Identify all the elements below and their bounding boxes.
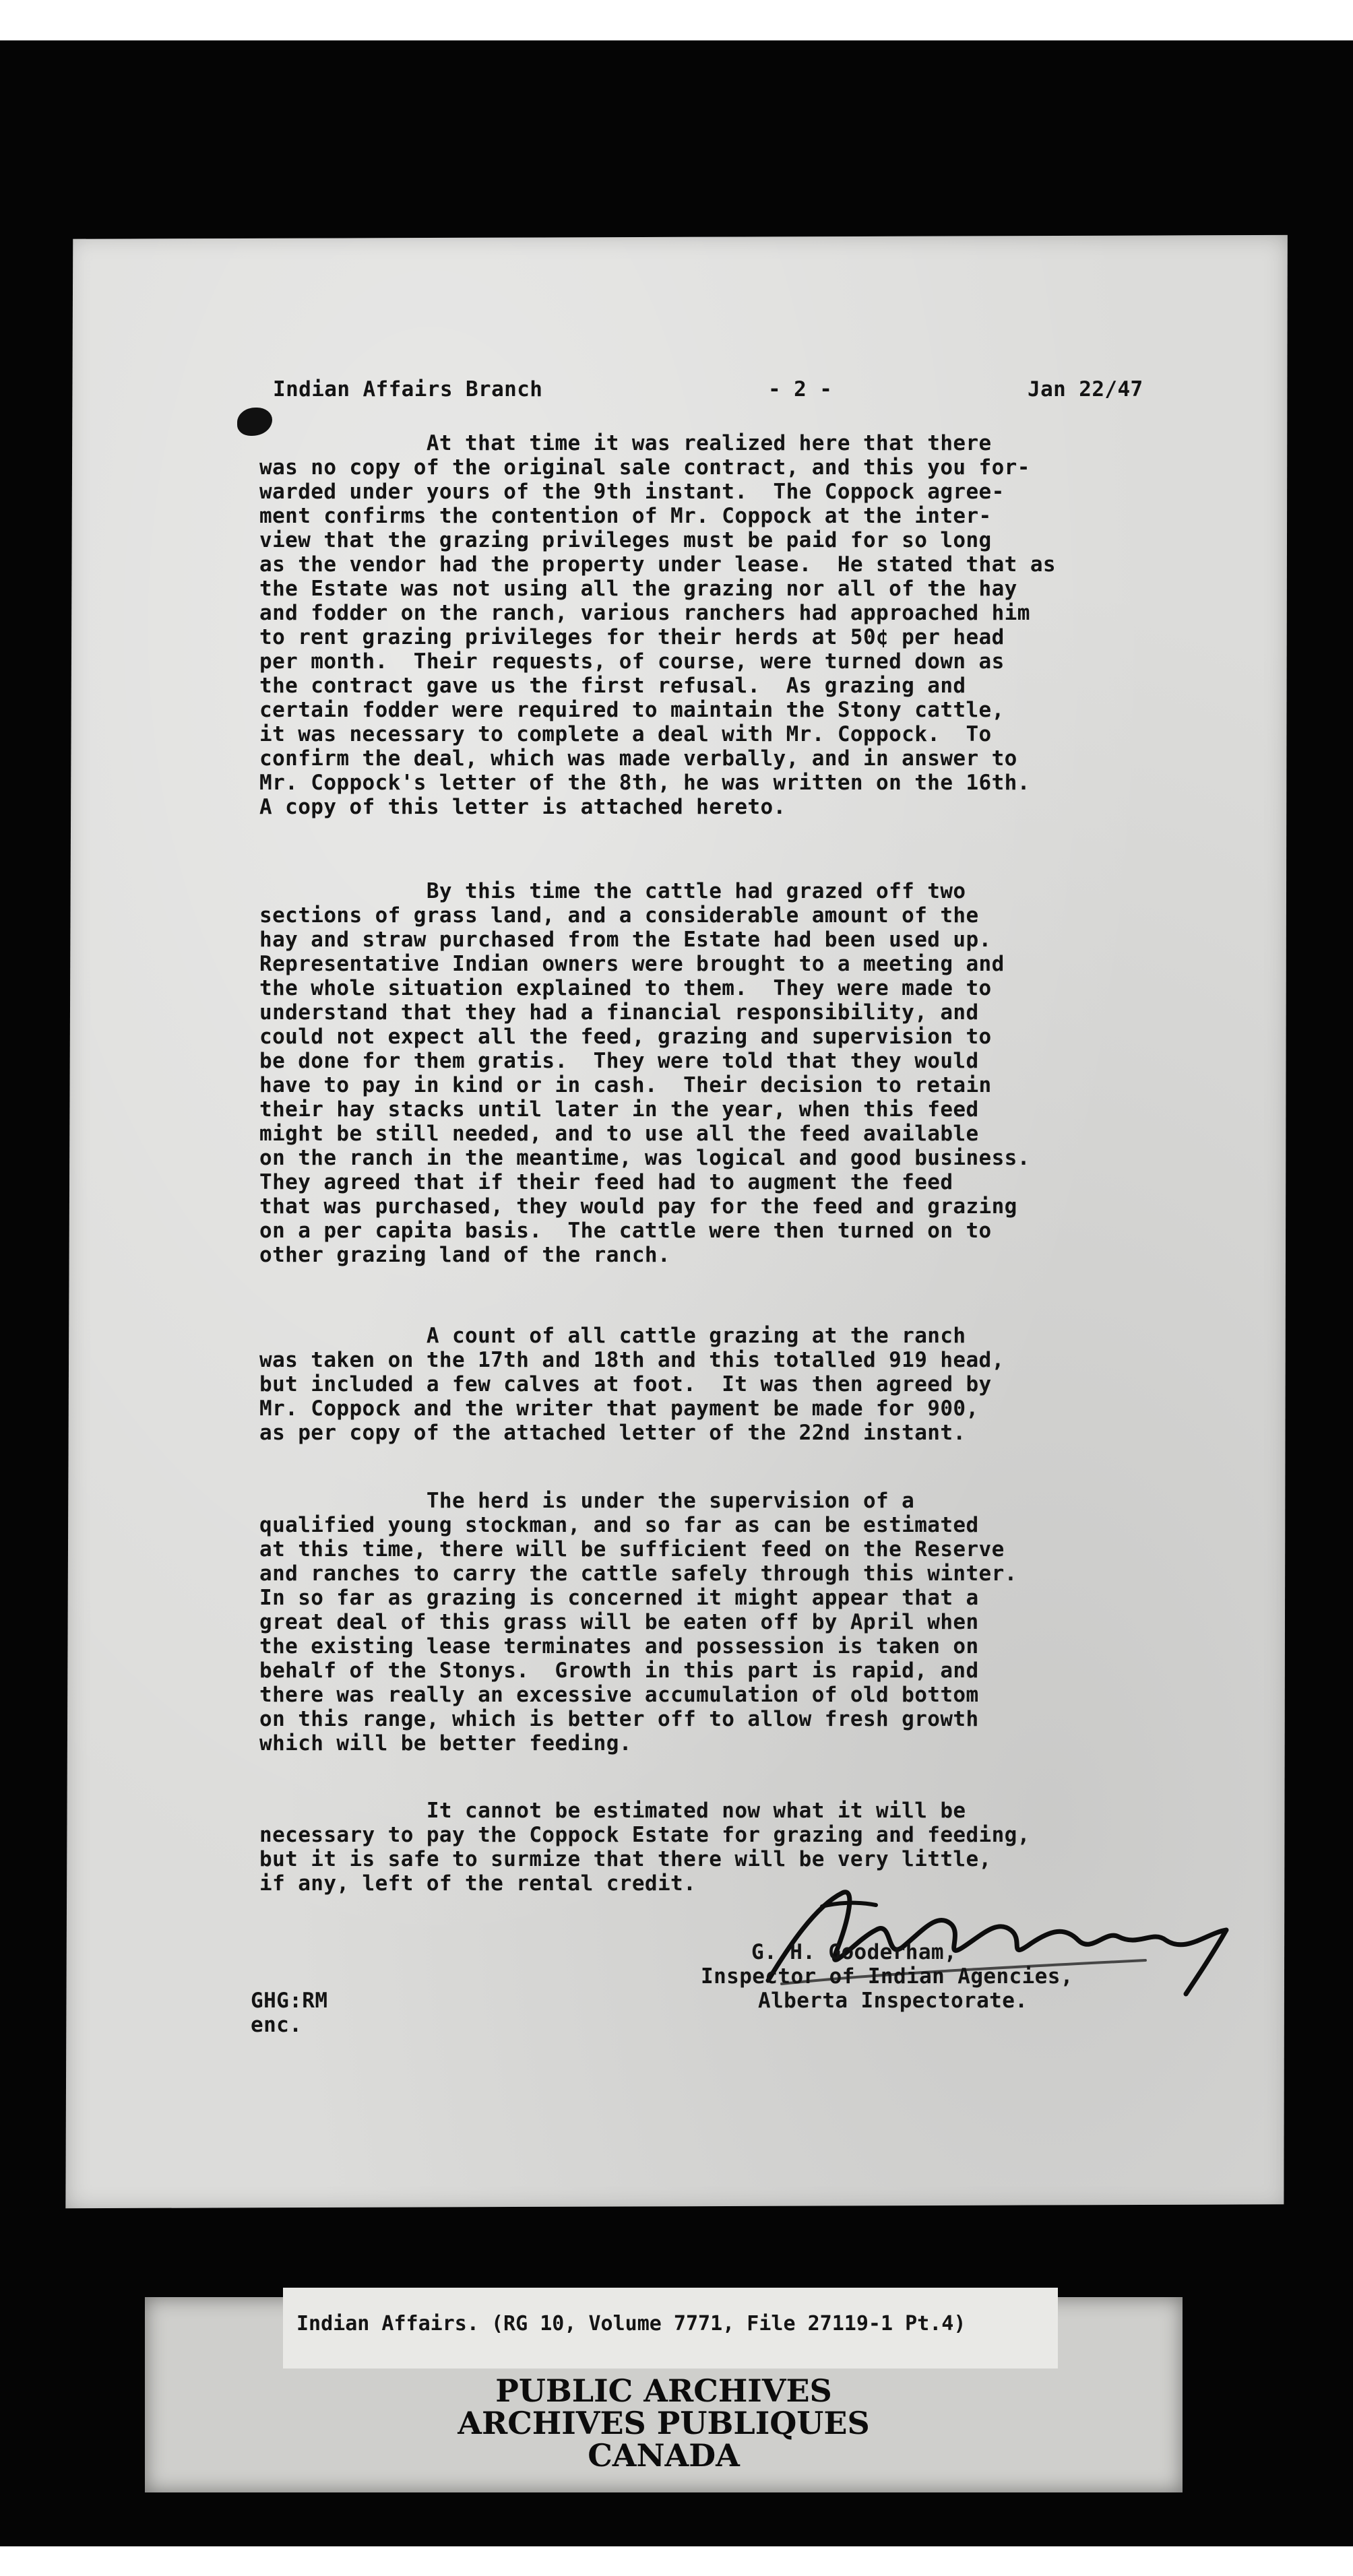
header-department: Indian Affairs Branch bbox=[273, 377, 543, 401]
archive-stamp-line-1: PUBLIC ARCHIVES bbox=[495, 2373, 832, 2409]
archive-stamp-line-3: CANADA bbox=[588, 2437, 740, 2474]
archive-stamp-line-2: ARCHIVES PUBLIQUES bbox=[458, 2405, 870, 2441]
header-date: Jan 22/47 bbox=[1028, 377, 1143, 401]
paragraph-5: It cannot be estimated now what it will be necessary to pay the Coppock Estate for grazing and feeding, but it is safe to surmize that there will be very little, if any, left of the rental credit. bbox=[259, 1799, 1030, 1896]
signatory-office: Alberta Inspectorate. bbox=[758, 1989, 1028, 2013]
archive-citation: Indian Affairs. (RG 10, Volume 7771, File 27119-1 Pt.4) bbox=[296, 2312, 966, 2336]
paragraph-4: The herd is under the supervision of a qualified young stockman, and so far as can be estimated at this time, there will be sufficient feed on the Reserve and ranches to carry the cattle safely through this winter. In so far as grazing is concerned it might appear that a great deal of this grass will be eaten off by April when the existing lease terminates and possession is taken on behalf of the Stonys. Growth in this part is rapid, and there was really an excessive accumulation of old bottom on this range, which is better off to allow fresh growth which will be better feeding. bbox=[259, 1489, 1017, 1756]
header-page-number: - 2 - bbox=[768, 377, 833, 401]
paragraph-1: At that time it was realized here that there was no copy of the original sale contract, and this you for- warded under yours of the 9th instant. The Coppock agree- ment confirms the contention of Mr. Coppock at the inter- view that the grazing privileges must be paid for so long as the vendor had the property under lease. He stated that as the Estate was not using all the grazing nor all of the hay and fodder on the ranch, various ranchers had approached him to rent grazing privileges for their herds at 50¢ per head per month. Their requests, of course, were turned down as the contract gave us the first refusal. As grazing and certain fodder were required to maintain the Stony cattle, it was necessary to complete a deal with Mr. Coppock. To confirm the deal, which was made verbally, and in answer to Mr. Coppock's letter of the 8th, he was written on the 16th. A copy of this letter is attached hereto. bbox=[259, 431, 1056, 819]
signatory-title: Inspector of Indian Agencies, bbox=[701, 1964, 1073, 1989]
enclosure-note: enc. bbox=[251, 2013, 303, 2037]
bottom-margin bbox=[0, 2546, 1353, 2576]
paragraph-2: By this time the cattle had grazed off two sections of grass land, and a considerable amount of the hay and straw purchased from the Estate had been used up. Representative Indian owners were brought to a meeting and the whole situation explained to them. They were made to understand that they had a financial responsibility, and could not expect all the feed, grazing and supervision to be done for them gratis. They were told that they would have to pay in kind or in cash. Their decision to retain their hay stacks until later in the year, when this feed might be still needed, and to use all the feed available on the ranch in the meantime, was logical and good business. They agreed that if their feed had to augment the feed that was purchased, they would pay for the feed and grazing on a per capita basis. The cattle were then turned on to other grazing land of the ranch. bbox=[259, 879, 1030, 1267]
reference-initials: GHG:RM bbox=[251, 1989, 328, 2013]
signatory-name: G. H. Gooderham, bbox=[751, 1940, 957, 1964]
paragraph-3: A count of all cattle grazing at the ranch was taken on the 17th and 18th and this totalled 919 head, but included a few calves at foot. It was then agreed by Mr. Coppock and the writer that payment be made for 900, as per copy of the attached letter of the 22nd instant. bbox=[259, 1324, 1005, 1445]
